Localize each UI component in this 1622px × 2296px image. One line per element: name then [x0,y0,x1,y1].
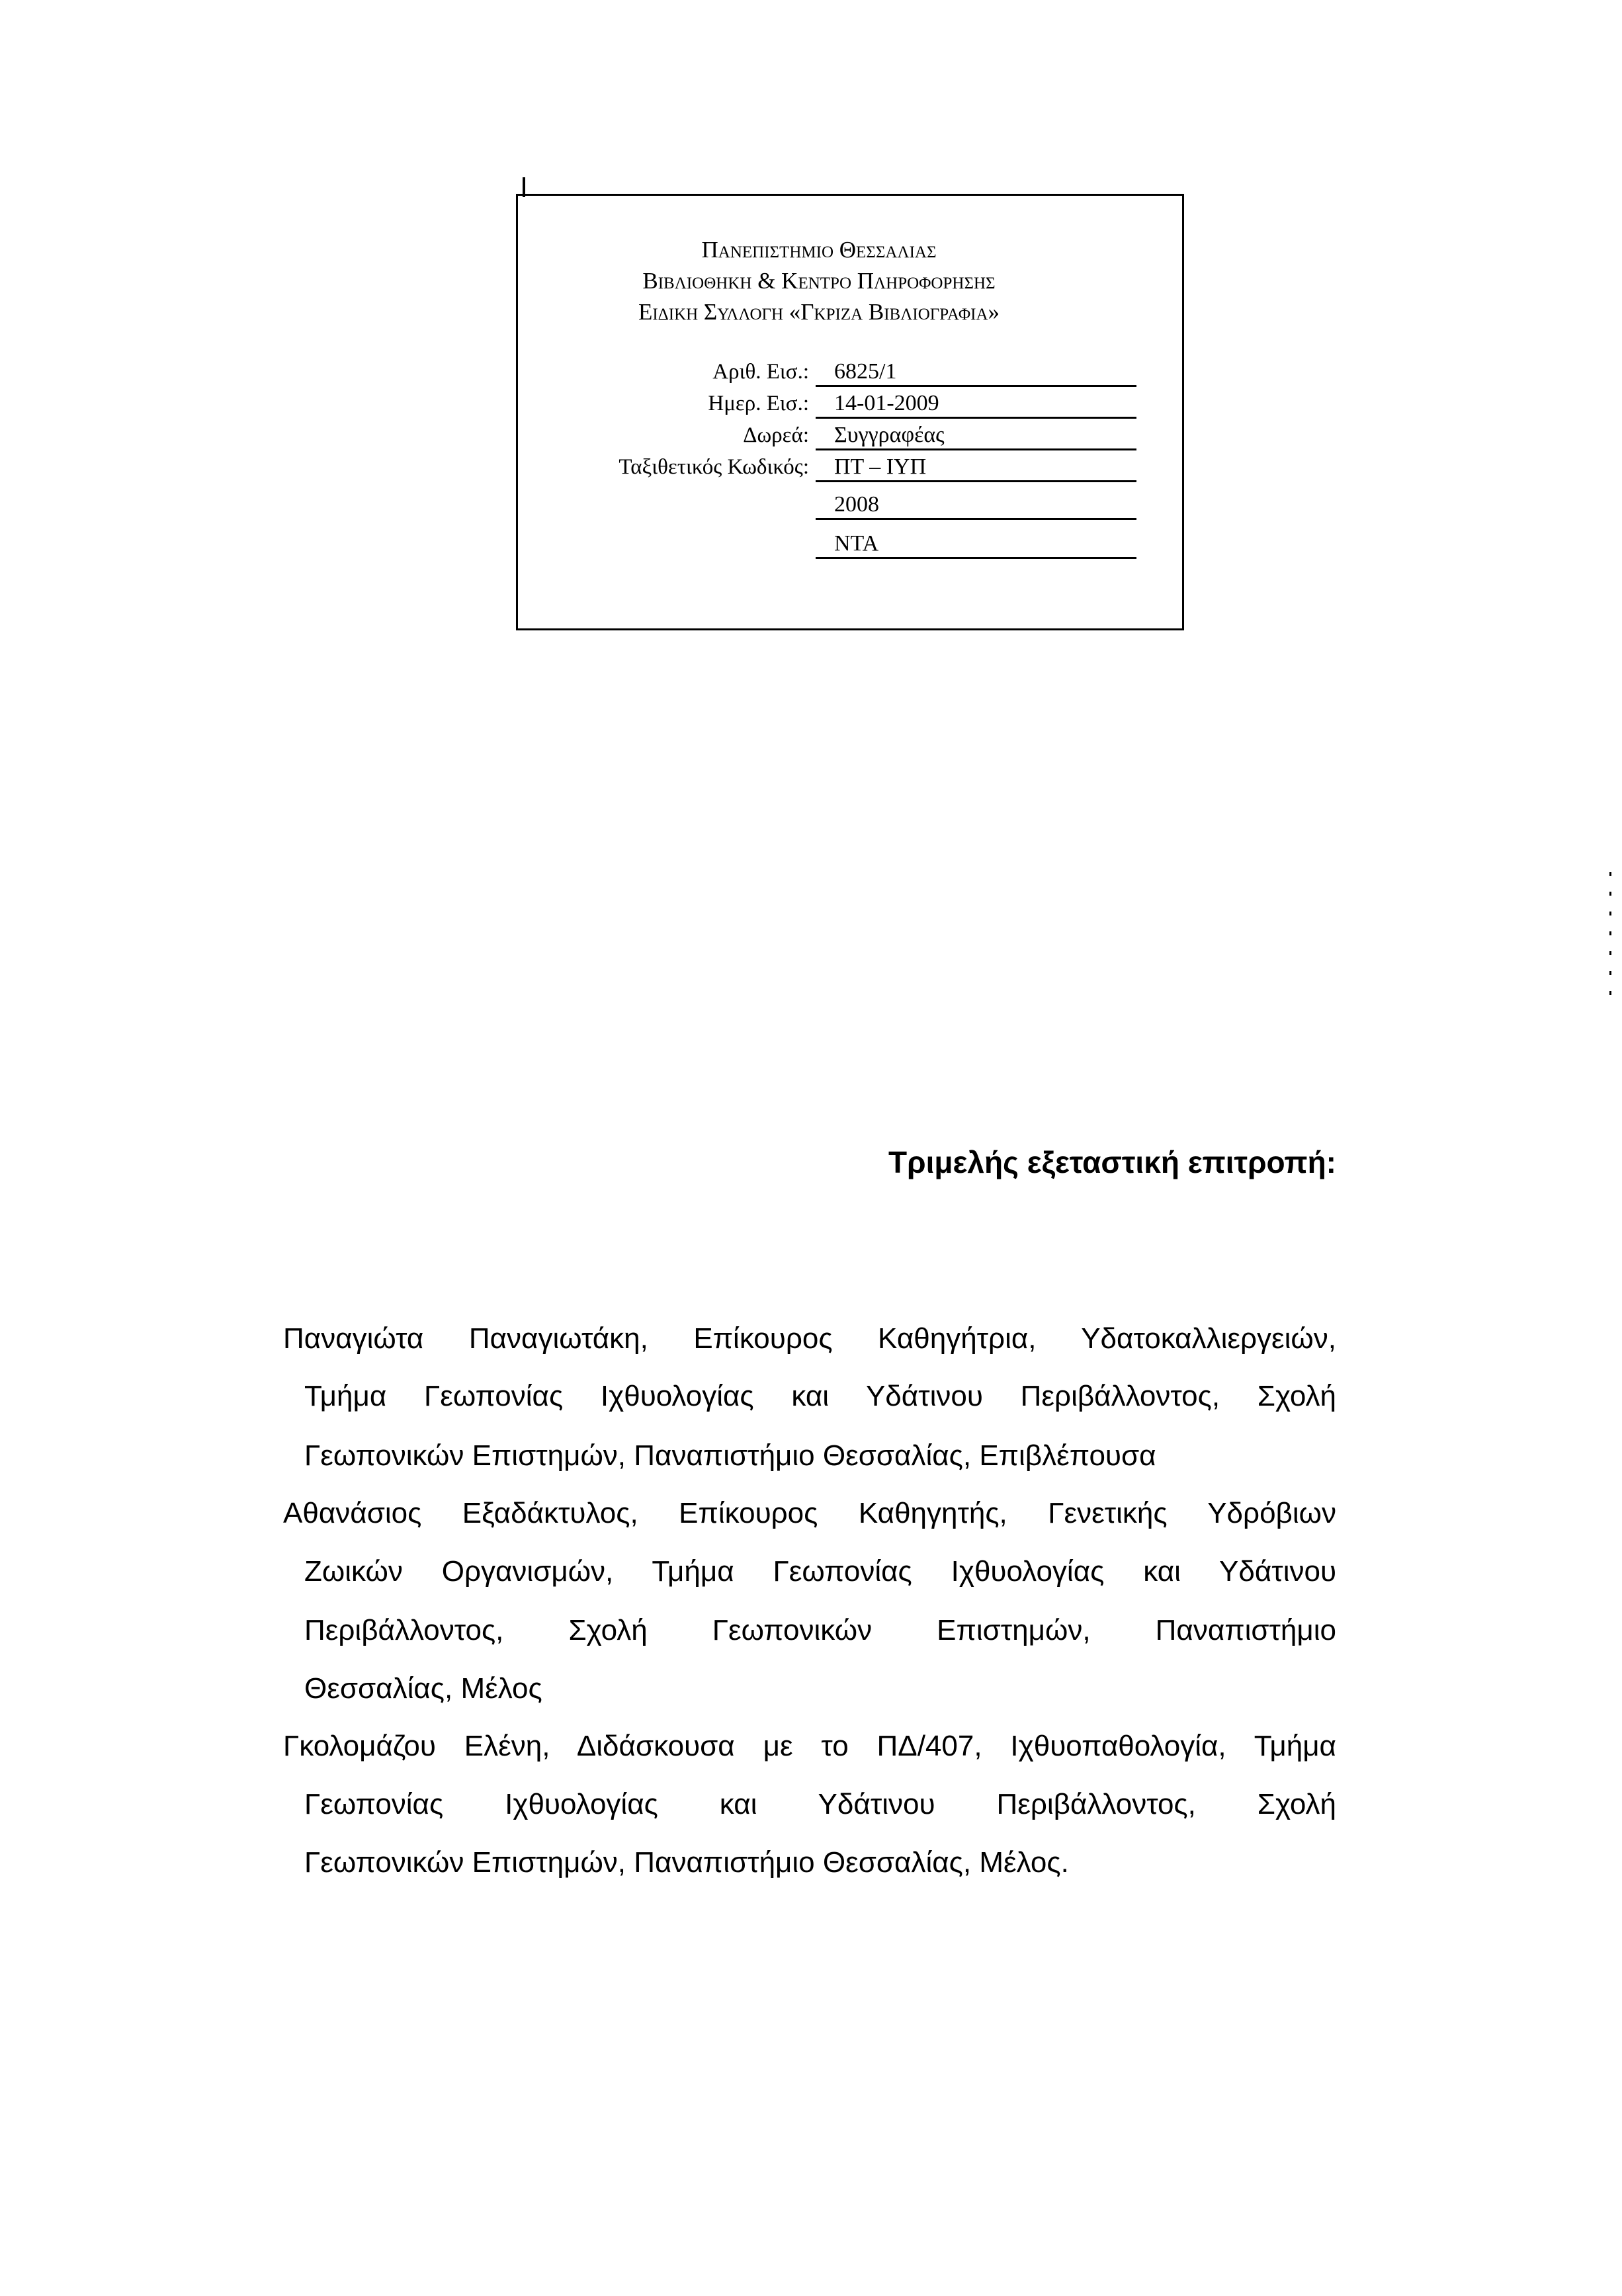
library-stamp [516,194,1184,630]
stamp-row-year [518,491,1186,520]
committee-line: Τμήμα Γεωπονίας Ιχθυολογίας και Υδάτινου Περιβάλλοντος, Σχολή [304,1380,1336,1412]
committee-line: Παναγιώτα Παναγιωτάκη, Επίκουρος Καθηγήτρια, Υδατοκαλλιεργειών, [283,1322,1336,1355]
committee-line: Ζωικών Οργανισμών, Τμήμα Γεωπονίας Ιχθυολογίας και Υδάτινου [304,1555,1336,1588]
scan-artifact [1609,872,1612,1004]
stamp-university: Πανεπιστημιο Θεσσαλιας [701,237,937,263]
committee-line: Θεσσαλίας, Μέλος [304,1672,542,1705]
stamp-value: ΝΤΑ [816,530,1136,559]
committee-line: Περιβάλλοντος, Σχολή Γεωπονικών Επιστημών, Παναπιστήμιο [304,1614,1336,1646]
committee-line: Γεωπονίας Ιχθυολογίας και Υδάτινου Περιβάλλοντος, Σχολή [304,1788,1336,1820]
stamp-row-author-code [518,530,1186,559]
committee-line: Γεωπονικών Επιστημών, Παναπιστήμιο Θεσσαλίας, Επιβλέπουσα [304,1439,1156,1472]
stamp-row-accession-number [518,358,1186,387]
stamp-library: Βιβλιοθηκη & Κεντρο Πληροφορησης [642,268,996,294]
stamp-row-accession-date [518,390,1186,419]
committee-title: Τριμελής εξεταστική επιτροπή: [888,1145,1336,1179]
stamp-label: Δωρεά: [743,423,809,447]
stamp-label: Αριθ. Εισ.: [712,360,809,384]
stamp-label: Ταξιθετικός Κωδικός: [619,455,809,479]
stamp-collection: Ειδικη Συλλογη «Γκριζα Βιβλιογραφια» [638,299,1000,325]
stamp-value: Συγγραφέας [816,421,1136,450]
stamp-label: Ημερ. Εισ.: [708,392,809,415]
stamp-value: 6825/1 [816,358,1136,387]
stamp-row-call-number [518,453,1186,482]
stamp-value: 2008 [816,491,1136,520]
stamp-row-donation [518,421,1186,450]
committee-line: Γκολομάζου Ελένη, Διδάσκουσα με το ΠΔ/407, Ιχθυοπαθολογία, Τμήμα [283,1730,1336,1762]
committee-line: Γεωπονικών Επιστημών, Παναπιστήμιο Θεσσαλίας, Μέλος. [304,1846,1069,1879]
stamp-value: ΠΤ – ΙΥΠ [816,453,1136,482]
stamp-header [518,234,1120,327]
committee-line: Αθανάσιος Εξαδάκτυλος, Επίκουρος Καθηγητής, Γενετικής Υδρόβιων [283,1497,1336,1529]
stamp-value: 14-01-2009 [816,390,1136,419]
